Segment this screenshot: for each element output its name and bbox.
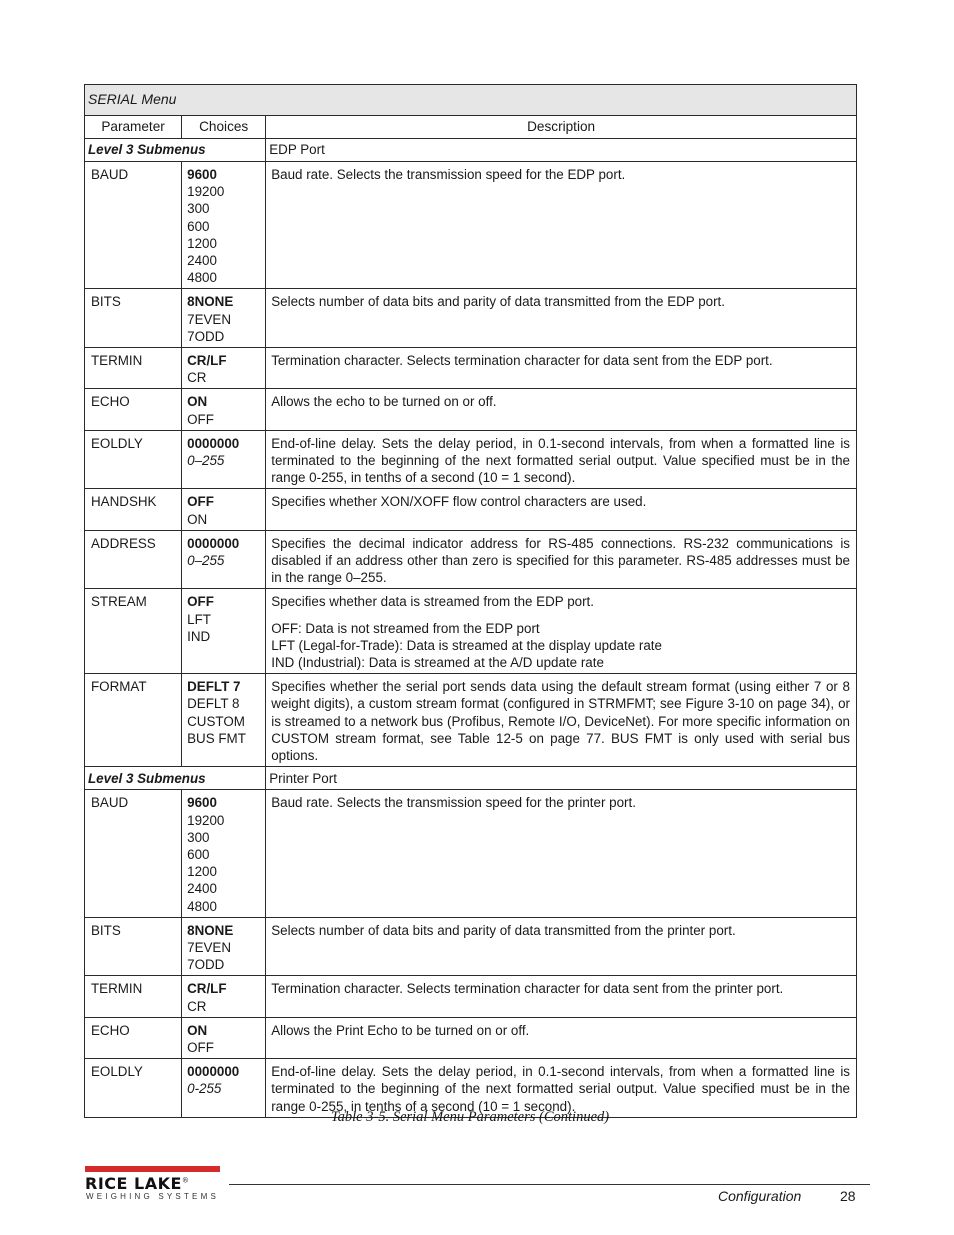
table-title: SERIAL Menu (85, 85, 857, 116)
page-number: 28 (840, 1188, 856, 1204)
default-choice: 9600 (187, 795, 217, 811)
choice-option: IND (187, 628, 211, 644)
description-text: IND (Industrial): Data is streamed at the A/D update rate (271, 655, 604, 671)
choice-option: ON (187, 511, 208, 527)
choices-cell (182, 917, 266, 976)
footer-section-name: Configuration (718, 1188, 802, 1204)
header-choices: Choices (182, 116, 266, 139)
choice-option: CUSTOM (187, 713, 245, 729)
choice-option: 600 (187, 218, 210, 234)
choices-cell (182, 389, 266, 430)
choice-option: 2400 (187, 253, 217, 269)
choices-cell (182, 162, 266, 289)
choice-option: 300 (187, 201, 210, 217)
parameter-cell: TERMIN (85, 976, 182, 1017)
table-row (85, 162, 857, 289)
logo-red-bar (85, 1166, 220, 1172)
choice-option: OFF (187, 411, 214, 427)
choices-cell (182, 1017, 266, 1058)
description-text: Baud rate. Selects the transmission speed for the EDP port. (271, 167, 626, 182)
header-description: Description (266, 116, 857, 139)
parameter-cell: BITS (85, 917, 182, 976)
table-row (85, 530, 857, 589)
table-title-row (85, 85, 857, 116)
default-choice: CR/LF (187, 353, 227, 369)
logo-registered-mark: ® (181, 1176, 190, 1185)
choice-option: 2400 (187, 881, 217, 897)
submenu-port: Printer Port (266, 767, 857, 790)
description-text: Specifies whether the serial port sends data using the default stream format (using either 7 or 8 weight digits), a custom stream format (configured in STRMFMT; see Figure 3-10 on page 34), or is streamed to a network bus (Profibus, Remote I/O, DeviceNet). For more specific information on CUSTOM stream format, see Table 12-5 on page 77. BUS FMT is only used with serial bus options. (271, 679, 850, 764)
choice-option: 19200 (187, 184, 225, 200)
description-cell (266, 530, 857, 589)
table-row (85, 389, 857, 430)
serial-menu-table (84, 84, 857, 1118)
table-row (85, 1017, 857, 1058)
description-text: End-of-line delay. Sets the delay period, in 0.1-second intervals, from when a formatted line is terminated to the beginning of the next formatted serial output. Value specified must be in the range 0-255, in tenths of a second (10 = 1 second). (271, 1064, 850, 1114)
default-choice: 0000000 (187, 1064, 240, 1080)
description-text: Specifies the decimal indicator address for RS-485 connections. RS-232 communications is disabled if an address other than zero is specified for this parameter. RS-485 addresses must be in the range 0–255. (271, 535, 850, 586)
default-choice: 0000000 (187, 535, 240, 551)
description-cell (266, 976, 857, 1017)
choice-option: 300 (187, 829, 210, 845)
description-text: End-of-line delay. Sets the delay period, in 0.1-second intervals, from when a formatted line is terminated to the beginning of the next formatted serial output. Value specified must be in the range 0-255, in tenths of a second (10 = 1 second). (271, 435, 850, 486)
description-cell (266, 289, 857, 348)
default-choice: OFF (187, 594, 214, 610)
table-row (85, 589, 857, 674)
table-row (85, 976, 857, 1017)
choice-option: 4800 (187, 898, 217, 914)
parameter-cell: TERMIN (85, 348, 182, 389)
description-cell (266, 162, 857, 289)
choices-cell (182, 589, 266, 674)
rice-lake-logo (85, 1166, 222, 1200)
logo-name: RICE LAKE (85, 1174, 182, 1193)
choice-option: 0-255 (187, 1081, 222, 1097)
default-choice: 9600 (187, 167, 217, 182)
description-cell (266, 489, 857, 530)
submenu-label: Level 3 Submenus (85, 139, 266, 162)
parameter-cell: STREAM (85, 589, 182, 674)
choice-option: OFF (187, 1039, 214, 1055)
parameter-cell: EOLDLY (85, 1059, 182, 1118)
parameter-cell: BAUD (85, 790, 182, 917)
choice-option: BUS FMT (187, 730, 246, 746)
description-text: Allows the echo to be turned on or off. (271, 394, 497, 410)
choices-cell (182, 790, 266, 917)
choice-option: 7EVEN (187, 311, 232, 327)
table-header-row (85, 116, 857, 139)
parameter-cell: HANDSHK (85, 489, 182, 530)
submenu-port: EDP Port (266, 139, 857, 162)
choice-option: CR (187, 998, 207, 1014)
table-row (85, 489, 857, 530)
submenu-row (85, 139, 857, 162)
choice-option: 0–255 (187, 553, 225, 569)
choices-cell (182, 430, 266, 489)
description-text: Specifies whether data is streamed from the EDP port. (271, 594, 594, 610)
choice-option: CR (187, 370, 207, 386)
description-cell (266, 674, 857, 767)
description-text: OFF: Data is not streamed from the EDP port (271, 620, 540, 636)
description-text: Selects number of data bits and parity of data transmitted from the EDP port. (271, 294, 725, 310)
choices-cell (182, 530, 266, 589)
choices-cell (182, 674, 266, 767)
choice-option: DEFLT 8 (187, 696, 240, 712)
logo-subtitle: WEIGHING SYSTEMS (86, 1192, 219, 1201)
choice-option: 7EVEN (187, 939, 232, 955)
default-choice: OFF (187, 494, 214, 510)
default-choice: DEFLT 7 (187, 679, 241, 695)
table-row (85, 917, 857, 976)
default-choice: ON (187, 1022, 208, 1038)
description-cell (266, 389, 857, 430)
description-text: Termination character. Selects termination character for data sent from the EDP port. (271, 353, 773, 369)
parameter-cell: BAUD (85, 162, 182, 289)
table-row (85, 790, 857, 917)
description-text: LFT (Legal-for-Trade): Data is streamed at the display update rate (271, 637, 662, 653)
table-row (85, 674, 857, 767)
parameter-cell: EOLDLY (85, 430, 182, 489)
default-choice: 0000000 (187, 435, 240, 451)
submenu-label: Level 3 Submenus (85, 767, 266, 790)
description-cell (266, 1017, 857, 1058)
choices-cell (182, 489, 266, 530)
description-cell (266, 430, 857, 489)
description-cell (266, 348, 857, 389)
parameter-cell: FORMAT (85, 674, 182, 767)
parameter-cell: ECHO (85, 1017, 182, 1058)
default-choice: CR/LF (187, 981, 227, 997)
table-row (85, 430, 857, 489)
submenu-row (85, 767, 857, 790)
choice-option: 1200 (187, 864, 217, 880)
default-choice: ON (187, 394, 208, 410)
choices-cell (182, 348, 266, 389)
choice-option: 600 (187, 846, 210, 862)
choice-option: 7ODD (187, 957, 225, 973)
choices-cell (182, 289, 266, 348)
default-choice: 8NONE (187, 922, 234, 938)
parameter-cell: BITS (85, 289, 182, 348)
description-text: Baud rate. Selects the transmission speed for the printer port. (271, 795, 636, 811)
description-text: Selects number of data bits and parity of data transmitted from the printer port. (271, 922, 736, 938)
table-row (85, 348, 857, 389)
table-row (85, 289, 857, 348)
default-choice: 8NONE (187, 294, 234, 310)
choice-option: 19200 (187, 812, 225, 828)
description-cell (266, 790, 857, 917)
parameter-cell: ECHO (85, 389, 182, 430)
logo-wordmark (85, 1174, 189, 1193)
footer-divider (229, 1184, 870, 1185)
choice-option: LFT (187, 611, 211, 627)
choices-cell (182, 976, 266, 1017)
description-text: Specifies whether XON/XOFF flow control characters are used. (271, 494, 647, 510)
choice-option: 0–255 (187, 453, 225, 469)
choice-option: 4800 (187, 270, 217, 286)
header-parameter: Parameter (85, 116, 182, 139)
choice-option: 7ODD (187, 328, 225, 344)
description-cell (266, 917, 857, 976)
description-text: Termination character. Selects termination character for data sent from the printer port. (271, 981, 784, 997)
choice-option: 1200 (187, 235, 217, 251)
parameter-cell: ADDRESS (85, 530, 182, 589)
description-cell (266, 589, 857, 674)
description-text: Allows the Print Echo to be turned on or off. (271, 1022, 530, 1038)
table-caption: Table 3-5. Serial Menu Parameters (Continued) (330, 1109, 610, 1125)
